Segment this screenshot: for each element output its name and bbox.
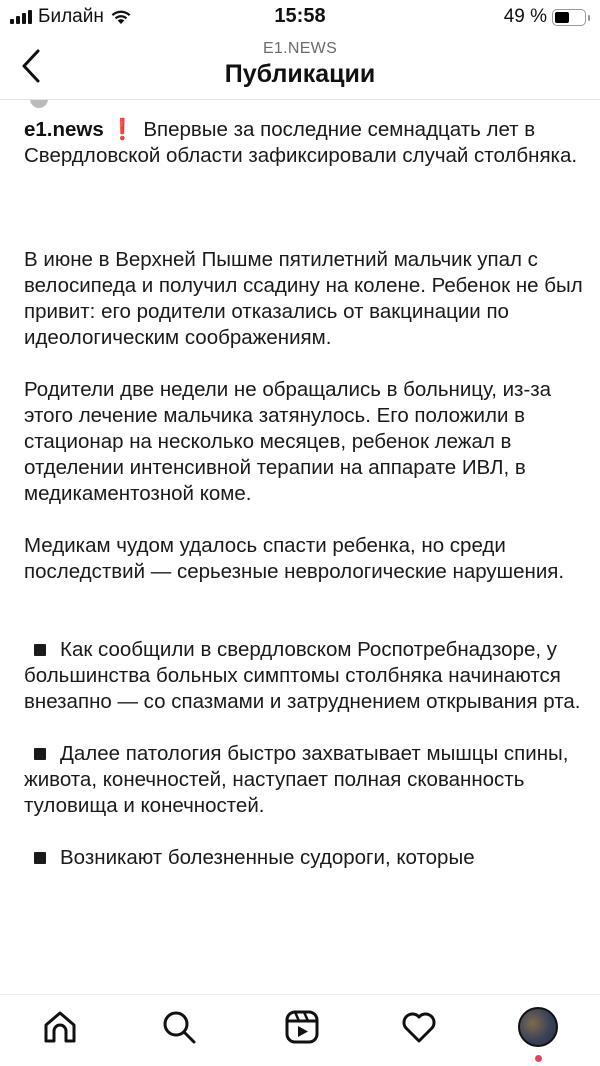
tab-activity[interactable] bbox=[397, 1005, 441, 1049]
caption-bullet: Далее патология быстро захватывает мышцы спины, живота, конечностей, наступает полная скованность туловища и конечностей. bbox=[24, 742, 569, 817]
tab-reels[interactable] bbox=[280, 1005, 324, 1049]
page-title: Публикации bbox=[224, 60, 376, 88]
tab-search[interactable] bbox=[157, 1005, 201, 1049]
tab-profile[interactable] bbox=[516, 1005, 560, 1049]
intro-text: Впервые за последние семнадцать лет в Свердловской области зафиксировали случай столбняка. bbox=[24, 118, 578, 167]
nav-header bbox=[0, 36, 600, 100]
battery-percent: 49 % bbox=[503, 6, 547, 27]
caption-paragraph: Медикам чудом удалось спасти ребенка, но среди последствий — серьезные неврологические нарушения. bbox=[24, 534, 565, 583]
carrier-name: Билайн bbox=[38, 6, 104, 27]
heart-icon bbox=[400, 1008, 438, 1046]
avatar bbox=[518, 1007, 558, 1047]
search-icon bbox=[160, 1008, 198, 1046]
previous-row-partial bbox=[0, 100, 600, 108]
caption-paragraph: Родители две недели не обращались в больницу, из-за этого лечение мальчика затянулось. Его положили в стационар на несколько месяцев, ребенок лежал в отделении интенсивной терапии на аппарате ИВЛ, в медикаментозной коме. bbox=[24, 378, 552, 505]
notification-dot bbox=[535, 1055, 542, 1062]
red-exclamation-icon: ❗ bbox=[109, 118, 136, 141]
black-square-bullet-icon bbox=[34, 748, 46, 760]
caption-intro bbox=[24, 117, 584, 169]
black-square-bullet-icon bbox=[34, 644, 46, 656]
black-square-bullet-icon bbox=[34, 852, 46, 864]
home-icon bbox=[41, 1008, 79, 1046]
account-name: E1.NEWS bbox=[262, 40, 338, 57]
bottom-tab-bar bbox=[0, 994, 600, 1066]
caption-bullet: Возникают болезненные судороги, которые bbox=[24, 845, 584, 871]
tab-home[interactable] bbox=[38, 1005, 82, 1049]
username-link[interactable]: e1.news bbox=[24, 118, 104, 141]
post-caption bbox=[24, 117, 584, 897]
caption-bullet: Как сообщили в свердловском Роспотребнадзоре, у большинства больных симптомы столбняка начинаются внезапно — со спазмами и затруднением открывания рта. bbox=[24, 638, 581, 713]
caption-paragraph: В июне в Верхней Пышме пятилетний мальчик упал с велосипеда и получил ссадину на колене. Ребенок не был привит: его родители отказались от вакцинации по идеологическим соображениям. bbox=[24, 248, 583, 349]
reels-icon bbox=[283, 1008, 321, 1046]
clock: 15:58 bbox=[274, 5, 326, 27]
